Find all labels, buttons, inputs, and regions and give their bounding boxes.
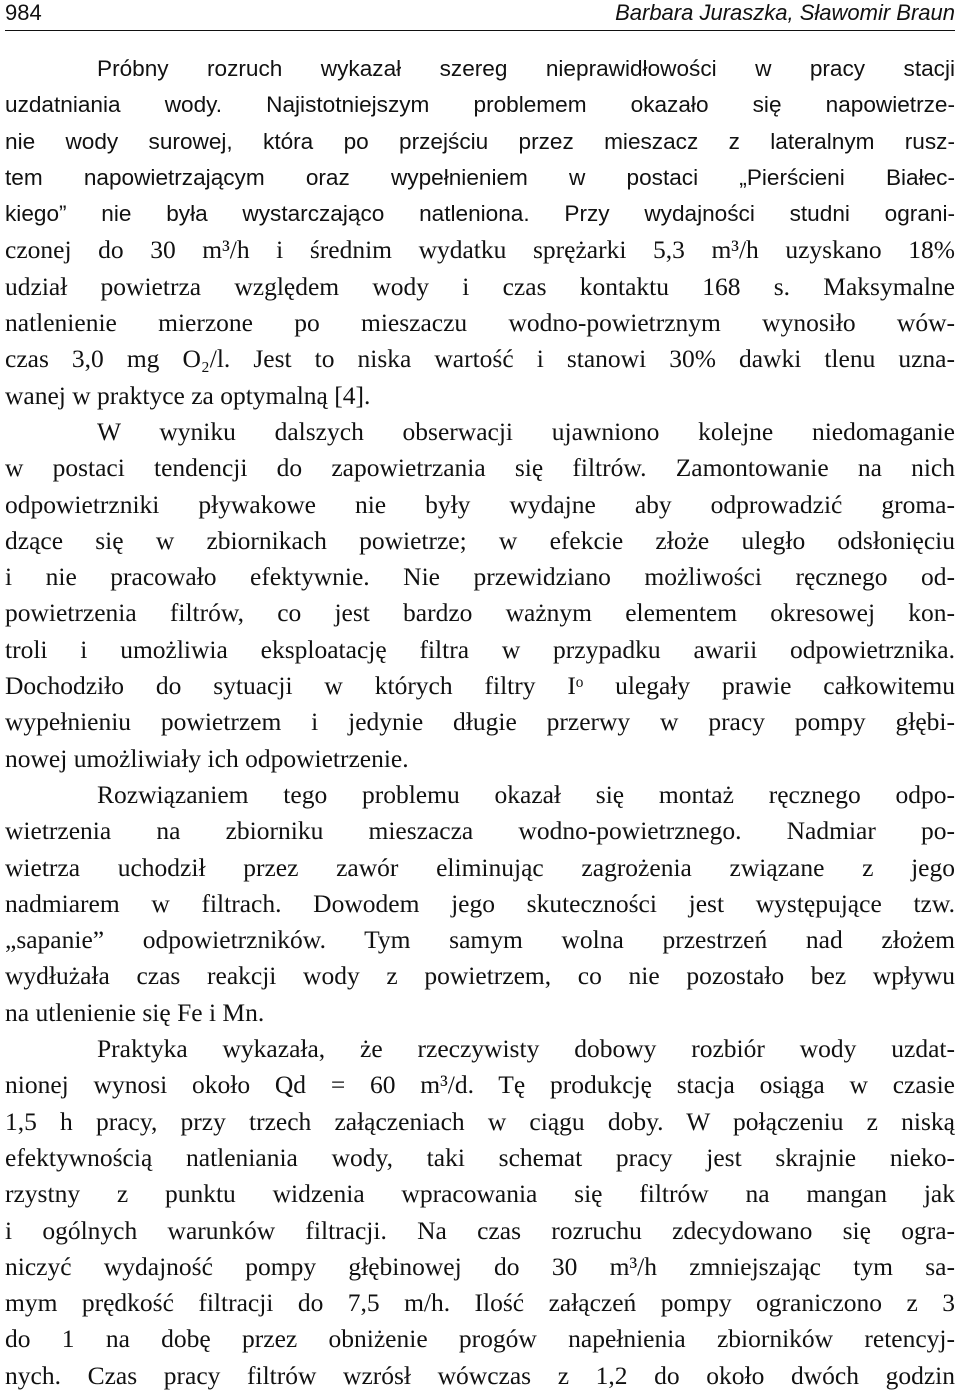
text-line-content: 1,5 h pracy, przy trzech załączeniach w ciągu doby. W połączeniu z niską xyxy=(5,1106,955,1136)
text-line xyxy=(5,886,955,922)
text-line xyxy=(5,269,955,305)
text-line xyxy=(5,1104,955,1140)
text-line xyxy=(5,450,955,486)
text-line xyxy=(5,632,955,668)
text-line-content: troli i umożliwia eksploatację filtra w przypadku awarii odpowietrznika. xyxy=(5,634,955,664)
text-line-content: Rozwiązaniem tego problemu okazał się montaż ręcznego odpo- xyxy=(97,779,955,809)
text-line-content: efektywnością natleniania wody, taki schemat pracy jest skrajnie nieko- xyxy=(5,1142,955,1172)
text-line-content: wietrzenia na zbiorniku mieszacza wodno-powietrznego. Nadmiar po- xyxy=(5,816,955,846)
text-line xyxy=(5,51,955,87)
text-line xyxy=(5,850,955,886)
text-line-content: wietrza uchodził przez zawór eliminując zagrożenia związane z jego xyxy=(5,852,955,882)
text-line-content: wydłużała czas reakcji wody z powietrzem, co nie pozostało bez wpływu xyxy=(5,961,955,991)
text-line xyxy=(5,595,955,631)
text-line-content: nych. Czas pracy filtrów wzrósł wówczas z 1,2 do około dwóch godzin xyxy=(5,1360,955,1390)
text-line-content: na utlenienie się Fe i Mn. xyxy=(5,997,265,1027)
text-line xyxy=(5,1321,955,1357)
text-line xyxy=(5,1031,955,1067)
text-line-content: wanej w praktyce za optymalną [4]. xyxy=(5,380,371,410)
text-line xyxy=(5,305,955,341)
text-line xyxy=(5,196,955,232)
text-line-content: i nie pracowało efektywnie. Nie przewidziano możliwości ręcznego od- xyxy=(5,562,955,592)
text-line xyxy=(5,1213,955,1249)
text-line-content: Praktyka wykazała, że rzeczywisty dobowy rozbiór wody uzdat- xyxy=(97,1034,955,1064)
text-line-content: tem napowietrzającym oraz wypełnieniem w postaci „Pierścieni Białec- xyxy=(5,164,955,190)
text-line-content: i ogólnych warunków filtracji. Na czas rozruchu zdecydowano się ogra- xyxy=(5,1215,955,1245)
text-line-content: W wyniku dalszych obserwacji ujawniono kolejne niedomaganie xyxy=(97,416,955,446)
text-line xyxy=(5,958,955,994)
text-line-content: nowej umożliwiały ich odpowietrzenie. xyxy=(5,743,409,773)
text-line-content: udział powietrza względem wody i czas kontaktu 168 s. Maksymalne xyxy=(5,271,955,301)
text-line-content: rzystny z punktu widzenia wpracowania się filtrów na mangan jak xyxy=(5,1179,955,1209)
text-line-content: do 1 na dobę przez obniżenie progów napełnienia zbiorników retencyj- xyxy=(5,1324,955,1354)
text-line-content: w postaci tendencji do zapowietrzania się filtrów. Zamontowanie na nich xyxy=(5,453,955,483)
text-line xyxy=(5,813,955,849)
text-line-content: „sapanie” odpowietrzników. Tym samym wolna przestrzeń nad złożem xyxy=(5,925,955,955)
text-line xyxy=(5,559,955,595)
text-line xyxy=(5,160,955,196)
text-line xyxy=(5,1285,955,1321)
body-text xyxy=(5,51,955,1394)
text-line-content: natlenienie mierzone po mieszaczu wodno-powietrznym wynosiło wów- xyxy=(5,308,955,338)
text-line-content: uzdatniania wody. Najistotniejszym problemem okazało się napowietrze- xyxy=(5,92,955,118)
text-line xyxy=(5,523,955,559)
text-line xyxy=(5,704,955,740)
text-line-content: nie wody surowej, która po przejściu przez mieszacz z lateralnym rusz- xyxy=(5,128,955,154)
text-line-content: wypełnieniu powietrzem i jedynie długie przerwy w pracy pompy głębi- xyxy=(5,707,955,737)
text-line xyxy=(5,741,955,777)
text-line xyxy=(5,668,955,704)
running-head-authors: Barbara Juraszka, Sławomir Braun xyxy=(615,0,955,25)
text-line xyxy=(5,1176,955,1212)
text-line xyxy=(5,995,955,1031)
text-line xyxy=(5,777,955,813)
text-line-content: kiego” nie była wystarczająco natleniona. Przy wydajności studni ograni- xyxy=(5,201,955,227)
text-line-content: dzące się w zbiornikach powietrze; w efekcie złoże uległo odsłonięciu xyxy=(5,525,955,555)
text-line-content: niczyć wydajność pompy głębinowej do 30 m³/h zmniejszając tym sa- xyxy=(5,1251,955,1281)
text-line xyxy=(5,1358,955,1394)
text-line-content: powietrzenia filtrów, co jest bardzo ważnym elementem okresowej kon- xyxy=(5,598,955,628)
text-line xyxy=(5,414,955,450)
text-line-content: czonej do 30 m³/h i średnim wydatku sprężarki 5,3 m³/h uzyskano 18% xyxy=(5,235,955,265)
page-number: 984 xyxy=(5,0,42,25)
text-line xyxy=(5,378,955,414)
text-line xyxy=(5,487,955,523)
text-line xyxy=(5,232,955,268)
text-line xyxy=(5,87,955,123)
text-line-content: nionej wynosi około Qd = 60 m³/d. Tę produkcję stacja osiąga w czasie xyxy=(5,1070,955,1100)
text-line xyxy=(5,1249,955,1285)
text-line-content: odpowietrzniki pływakowe nie były wydajne aby odprowadzić groma- xyxy=(5,489,955,519)
running-header xyxy=(5,0,955,31)
text-line xyxy=(5,124,955,160)
text-line-content: Dochodziło do sytuacji w których filtry Iᵒ ulegały prawie całkowitemu xyxy=(5,671,955,701)
text-line xyxy=(5,341,955,377)
text-line-content: mym prędkość filtracji do 7,5 m/h. Ilość załączeń pompy ograniczono z 3 xyxy=(5,1288,955,1318)
text-line xyxy=(5,922,955,958)
text-line xyxy=(5,1140,955,1176)
text-line-content: nadmiarem w filtrach. Dowodem jego skuteczności jest występujące tzw. xyxy=(5,888,955,918)
text-line xyxy=(5,1067,955,1103)
text-line-content: czas 3,0 mg O₂/l. Jest to niska wartość i stanowi 30% dawki tlenu uzna- xyxy=(5,344,955,374)
text-line-content: Próbny rozruch wykazał szereg nieprawidłowości w pracy stacji xyxy=(97,56,955,81)
